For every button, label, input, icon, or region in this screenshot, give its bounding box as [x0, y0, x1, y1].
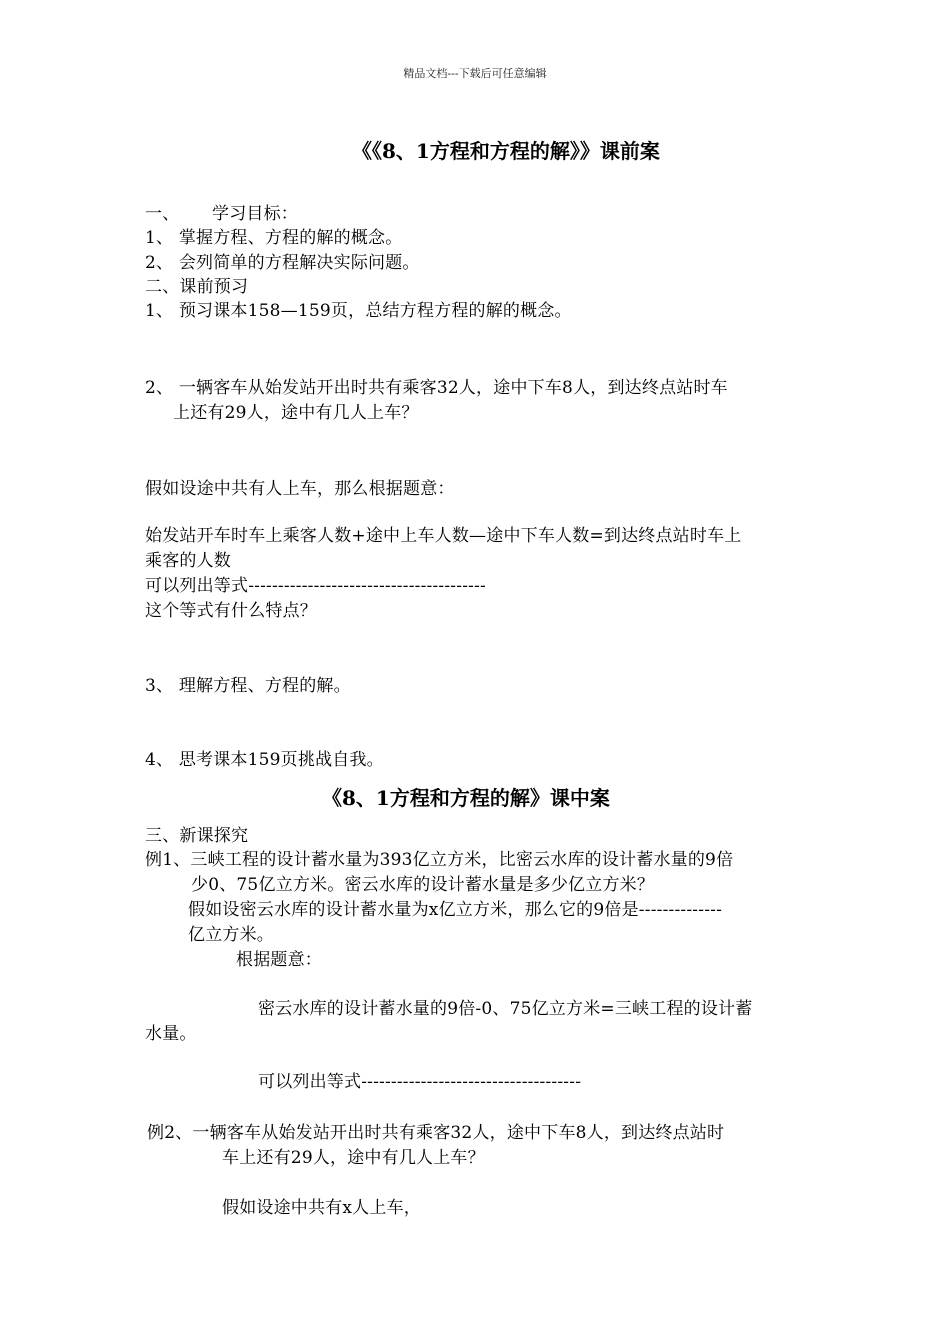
goals-heading-number: 一、: [145, 204, 180, 224]
assumption-text: 假如设途中共有人上车，那么根据题意：: [145, 479, 455, 499]
example-2-line-1: 例2、一辆客车从始发站开出时共有乘客32人，途中下车8人，到达终点站时: [147, 1123, 725, 1143]
example-1-basis: 根据题意：: [236, 950, 322, 970]
relation-line-2: 乘客的人数: [145, 551, 231, 571]
preview-heading: 二、课前预习: [145, 277, 249, 297]
preview-item-2-line-1: 2、 一辆客车从始发站开出时共有乘客32人，途中下车8人，到达终点站时车: [145, 378, 728, 398]
example-1-equation-blank: 可以列出等式-------------------------------------: [258, 1072, 582, 1092]
in-class-title: 《8、1方程和方程的解》课中案: [322, 786, 610, 810]
example-2-line-2: 车上还有29人，途中有几人上车？: [222, 1148, 485, 1168]
example-1-line-1: 例1、三峡工程的设计蓄水量为393亿立方米，比密云水库的设计蓄水量的9倍: [145, 850, 734, 870]
preview-item-1: 1、 预习课本158—159页，总结方程方程的解的概念。: [145, 301, 572, 321]
equation-question: 这个等式有什么特点？: [145, 601, 317, 621]
example-1-relation-line-2: 水量。: [145, 1024, 197, 1044]
preview-item-4: 4、 思考课本159页挑战自我。: [145, 750, 384, 770]
page-header: 精品文档---下载后可任意编辑: [403, 67, 547, 80]
preview-item-2-line-2: 上还有29人，途中有几人上车？: [173, 403, 419, 423]
goal-item-2: 2、 会列简单的方程解决实际问题。: [145, 253, 420, 273]
relation-line-1: 始发站开车时车上乘客人数+途中上车人数—途中下车人数=到达终点站时车上: [145, 526, 742, 546]
explore-heading: 三、新课探究: [145, 826, 249, 846]
example-1-relation-line-1: 密云水库的设计蓄水量的9倍-0、75亿立方米=三峡工程的设计蓄: [258, 999, 753, 1019]
goal-item-1: 1、 掌握方程、方程的解的概念。: [145, 228, 403, 248]
example-1-assumption-line-1: 假如设密云水库的设计蓄水量为x亿立方米，那么它的9倍是--------------: [188, 900, 723, 920]
preview-item-3: 3、 理解方程、方程的解。: [145, 676, 351, 696]
equation-blank: 可以列出等式----------------------------------------: [145, 576, 486, 596]
example-2-assumption: 假如设途中共有x人上车，: [222, 1198, 421, 1218]
goals-heading: 学习目标：: [212, 204, 298, 224]
pre-class-title: 《《8、1方程和方程的解》》课前案: [352, 139, 660, 163]
example-1-assumption-line-2: 亿立方米。: [188, 925, 274, 945]
example-1-line-2: 少0、75亿立方米。密云水库的设计蓄水量是多少亿立方米？: [191, 875, 655, 895]
